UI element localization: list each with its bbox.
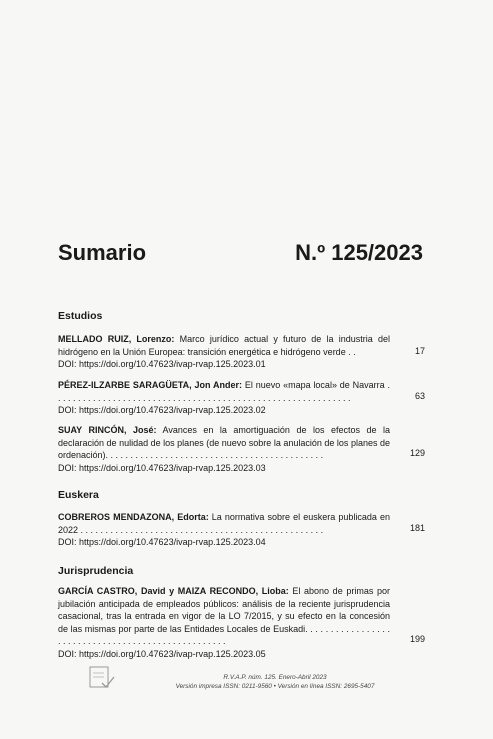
toc-entry[interactable]	[58, 333, 390, 371]
entry-author: SUAY RINCÓN, José:	[58, 425, 157, 435]
toc-entry[interactable]	[58, 585, 390, 660]
issue-number: N.º 125/2023	[295, 240, 423, 265]
section-heading-jurisprudencia: Jurisprudencia	[58, 565, 134, 577]
toc-entry[interactable]	[58, 424, 390, 474]
title-row	[58, 240, 423, 272]
footer-issn: Versión impresa ISSN: 0211-9560 • Versión en línea ISSN: 2695-5407	[175, 683, 375, 690]
entry-page: 199	[409, 634, 425, 644]
document-check-icon	[88, 665, 116, 691]
toc-entry[interactable]	[58, 511, 390, 549]
footer	[120, 673, 430, 691]
entry-doi[interactable]: DOI: https://doi.org/10.47623/ivap-rvap.125.2023.02	[58, 405, 266, 415]
section-heading-estudios: Estudios	[58, 310, 103, 322]
entry-title: El abono de primas por jubilación anticipada de empleados públicos: análisis de la reciente jurisprudencia casacional, tras la entrada en vigor de la LO 7/2015, y su efecto en la concesión de las mismas por parte de las Entidades Locales de Euskadi. . . . . . . . . . . . . . . . . . . . . . . . . . . . . . . . . . . . . . . . . . . . . . . . . . .	[58, 586, 390, 646]
toc-entry[interactable]	[58, 379, 390, 417]
entry-author: PÉREZ-ILZARBE SARAGÜETA, Jon Ander:	[58, 380, 243, 390]
entry-title: La normativa sobre el euskera publicada en 2022 . . . . . . . . . . . . . . . . . . . . . . . . . . . . . . . . . . . . . . . . . . . . . . . . .	[58, 512, 390, 535]
entry-author: GARCÍA CASTRO, David y MAIZA RECONDO, Lioba:	[58, 586, 289, 596]
entry-doi[interactable]: DOI: https://doi.org/10.47623/ivap-rvap.125.2023.03	[58, 462, 266, 473]
entry-title: Marco jurídico actual y futuro de la industria del hidrógeno en la Unión Europea: transición energética e hidrógeno verde . .	[58, 334, 390, 357]
entry-page: 129	[409, 448, 425, 458]
entry-doi[interactable]: DOI: https://doi.org/10.47623/ivap-rvap.125.2023.04	[58, 537, 266, 547]
entry-author: COBREROS MENDAZONA, Edorta:	[58, 512, 209, 522]
section-heading-euskera: Euskera	[58, 489, 99, 501]
entry-doi[interactable]: DOI: https://doi.org/10.47623/ivap-rvap.125.2023.05	[58, 648, 266, 659]
entry-page: 17	[414, 346, 425, 356]
page-title: Sumario	[58, 240, 147, 265]
footer-journal: R.V.A.P. núm. 125. Enero-Abril 2023	[223, 674, 327, 681]
entry-title: El nuevo «mapa local» de Navarra . . . . . . . . . . . . . . . . . . . . . . . . . . . . . . . . . . . . . . . . . . . . . . . . . . . . . . . . . . . .	[58, 380, 390, 403]
entry-title: Avances en la amortiguación de los efectos de la declaración de nulidad de los planes (de nuevo sobre la anulación de los planes de ordenación). . . . . . . . . . . . . . . . . . . . . . . . . . . . . . . . . . . . . . . . . . . .	[58, 425, 390, 460]
entry-author: MELLADO RUIZ, Lorenzo:	[58, 334, 175, 344]
entry-doi[interactable]: DOI: https://doi.org/10.47623/ivap-rvap.125.2023.01	[58, 359, 266, 369]
entry-page: 63	[414, 391, 425, 401]
entry-page: 181	[409, 523, 425, 533]
